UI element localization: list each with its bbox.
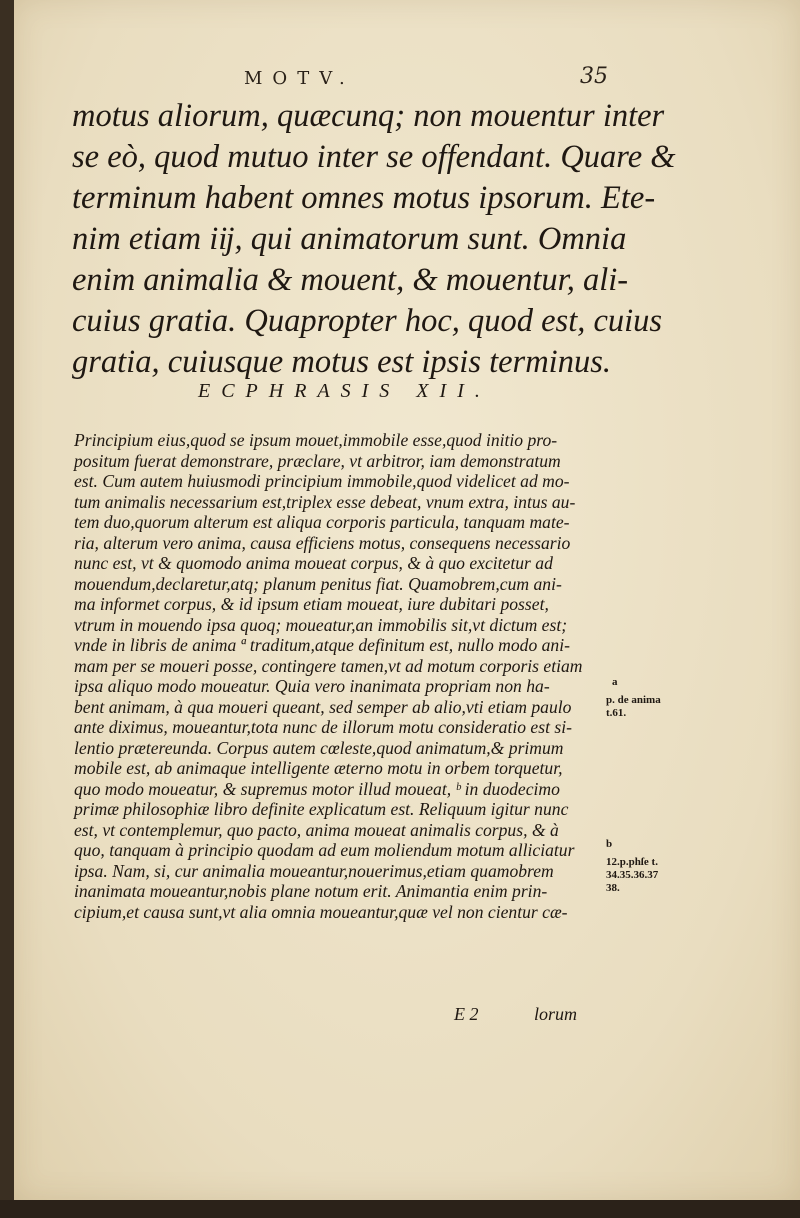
marginal-note-line: 38. bbox=[606, 882, 620, 894]
commentary-line: est, vt contemplemur, quo pacto, anima moueat animalis corpus, & à bbox=[74, 819, 559, 840]
commentary-line: mouendum,declaretur,atq; planum penitus fiat. Quamobrem,cum ani- bbox=[74, 573, 562, 594]
section-heading: ECPHRASIS XII. bbox=[198, 380, 491, 402]
marginal-note-line: 34.35.36.37 bbox=[606, 869, 659, 881]
marginal-note-a-letter: a bbox=[612, 676, 618, 688]
commentary-line: mobile est, ab animaque intelligente æterno motu in orbem torquetur, bbox=[74, 758, 563, 778]
marginal-note-a bbox=[606, 694, 661, 720]
commentary-line: tum animalis necessarium est,triplex esse debeat, vnum extra, intus au- bbox=[74, 491, 576, 512]
commentary-line: ante diximus, moueantur,tota nunc de illorum motu consideratio est si- bbox=[74, 717, 572, 737]
commentary-line: tem duo,quorum alterum est aliqua corporis particula, tanquam mate- bbox=[74, 512, 570, 532]
commentary-line: Principium eius,quod se ipsum mouet,immobile esse,quod initio pro- bbox=[74, 430, 558, 450]
commentary-line: positum fuerat demonstrare, præclare, vt arbitror, iam demonstratum bbox=[74, 450, 561, 471]
main-text-line: motus aliorum, quæcunq; non mouentur inter bbox=[72, 98, 665, 134]
commentary-line: mam per se moueri posse, contingere tamen,vt ad motum corporis etiam bbox=[74, 655, 583, 676]
commentary-line: est. Cum autem huiusmodi principium immobile,quod videlicet ad mo- bbox=[74, 471, 570, 491]
running-head: MOTV. bbox=[244, 68, 355, 89]
main-text-line: terminum habent omnes motus ipsorum. Ete- bbox=[72, 180, 656, 216]
book-page bbox=[14, 0, 800, 1200]
page-bottom-edge bbox=[0, 1200, 800, 1218]
commentary-line: quo modo moueatur, & supremus motor illud moueat, ᵇ in duodecimo bbox=[74, 778, 560, 799]
main-text-line: se eò, quod mutuo inter se offendant. Quare & bbox=[72, 139, 676, 175]
marginal-note-b bbox=[606, 856, 658, 895]
commentary-line: quo, tanquam à principio quodam ad eum moliendum motum alliciatur bbox=[74, 840, 575, 860]
page-number: 35 bbox=[580, 64, 608, 89]
commentary-line: nunc est, vt & quomodo anima moueat corpus, & à quo excitetur ad bbox=[74, 553, 553, 573]
main-text-line: cuius gratia. Quapropter hoc, quod est, cuius bbox=[72, 303, 663, 339]
commentary-line: vtrum in mouendo ipsa quoq; moueatur,an immobilis sit,vt dictum est; bbox=[74, 614, 568, 635]
commentary-line: cipium,et causa sunt,vt alia omnia moueantur,quæ vel non cientur cæ- bbox=[74, 901, 568, 922]
marginal-note-line: 12.p.phſe t. bbox=[606, 856, 658, 868]
commentary-line: bent animam, à qua moueri queant, sed semper ab alio,vti etiam paulo bbox=[74, 696, 572, 717]
commentary-block bbox=[74, 430, 614, 922]
marginal-note-line: p. de anima bbox=[606, 694, 661, 706]
commentary-line: ma informet corpus, & id ipsum etiam moueat, iure dubitari posset, bbox=[74, 594, 549, 614]
marginal-note-line: t.61. bbox=[606, 707, 627, 719]
marginal-note-b-letter: b bbox=[606, 838, 613, 850]
commentary-line: ria, alterum vero anima, causa efficiens motus, consequens necessario bbox=[74, 532, 571, 553]
commentary-line: primæ philosophiæ libro definite explicatum est. Reliquum igitur nunc bbox=[74, 799, 569, 819]
main-text-line: gratia, cuiusque motus est ipsis terminus. bbox=[72, 344, 611, 380]
commentary-line: inanimata moueantur,nobis plane notum erit. Animantia enim prin- bbox=[74, 881, 548, 901]
commentary-line: ipsa aliquo modo moueatur. Quia vero inanimata propriam non ha- bbox=[74, 676, 550, 696]
catchword: lorum bbox=[534, 1004, 578, 1024]
main-text-line: nim etiam iĳ, qui animatorum sunt. Omnia bbox=[72, 221, 627, 257]
main-text-line: enim animalia & mouent, & mouentur, ali- bbox=[72, 262, 629, 298]
commentary-line: vnde in libris de anima ª traditum,atque definitum est, nullo modo ani- bbox=[74, 635, 570, 655]
commentary-line: lentio prætereunda. Corpus autem cœleste,quod animatum,& primum bbox=[74, 737, 564, 758]
commentary-line: ipsa. Nam, si, cur animalia moueantur,nouerimus,etiam quamobrem bbox=[74, 860, 554, 881]
main-text-block bbox=[72, 96, 676, 383]
signature-mark: E 2 bbox=[454, 1004, 479, 1024]
